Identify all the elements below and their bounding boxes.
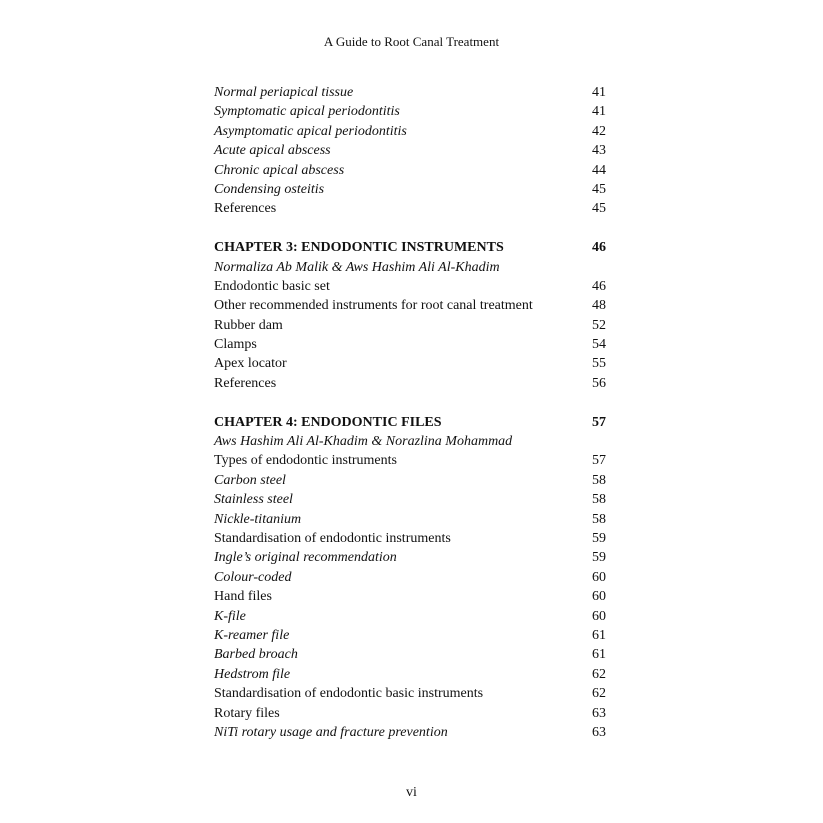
toc-entry-page: 56 xyxy=(592,375,606,391)
toc-entry xyxy=(214,374,606,393)
toc-entry-page: 46 xyxy=(592,278,606,294)
toc-entry-title: References xyxy=(214,375,277,391)
toc-entry-title: Acute apical abscess xyxy=(214,143,331,159)
toc-entry-page: 44 xyxy=(592,162,606,178)
toc-entry-title: Apex locator xyxy=(214,356,287,372)
toc-entry-title: Hand files xyxy=(214,589,272,605)
toc-entry-title: Nickle-titanium xyxy=(214,511,302,527)
toc-entry-title: Chronic apical abscess xyxy=(214,162,345,178)
toc-entry-title: CHAPTER 4: ENDODONTIC FILES xyxy=(214,414,442,430)
toc-entry xyxy=(214,451,606,470)
section-spacer xyxy=(214,219,606,238)
toc-entry xyxy=(214,141,606,160)
chapter-heading xyxy=(214,238,606,257)
toc-entry xyxy=(214,626,606,645)
toc-entry-title: Ingle’s original recommendation xyxy=(214,550,397,566)
toc-entry-title: Endodontic basic set xyxy=(214,278,330,294)
toc-entry-page: 52 xyxy=(592,317,606,333)
toc-entry xyxy=(214,471,606,490)
toc-entry-page: 58 xyxy=(592,472,606,488)
toc-entry-title: Other recommended instruments for root canal treatment xyxy=(214,298,533,314)
toc-entry xyxy=(214,684,606,703)
toc-entry xyxy=(214,568,606,587)
toc-entry-title: Types of endodontic instruments xyxy=(214,453,397,469)
toc-entry-title: Condensing osteitis xyxy=(214,181,325,197)
toc-entry-page: 60 xyxy=(592,589,606,605)
toc-entry-title: References xyxy=(214,201,277,217)
toc-entry-page: 48 xyxy=(592,298,606,314)
toc-entry xyxy=(214,587,606,606)
toc-entry-title: K-reamer file xyxy=(214,627,290,643)
page-number: vi xyxy=(406,785,417,800)
toc-entry-page: 55 xyxy=(592,356,606,372)
toc-entry-title: Rubber dam xyxy=(214,317,283,333)
running-head: A Guide to Root Canal Treatment xyxy=(323,34,500,49)
toc-entry-title: Standardisation of endodontic instruments xyxy=(214,530,451,546)
toc-entry xyxy=(214,161,606,180)
toc-entry xyxy=(214,277,606,296)
toc-entry-page: 62 xyxy=(592,686,606,702)
section-spacer xyxy=(214,393,606,412)
toc-entry xyxy=(214,529,606,548)
toc-entry-title: CHAPTER 3: ENDODONTIC INSTRUMENTS xyxy=(214,240,504,256)
toc-entry-page: 57 xyxy=(592,414,606,430)
toc-entry-title: Rotary files xyxy=(214,705,280,721)
table-of-contents xyxy=(214,83,606,742)
toc-entry-page: 41 xyxy=(592,104,606,120)
toc-entry-page: 61 xyxy=(592,627,606,643)
toc-entry-title: Carbon steel xyxy=(214,472,286,488)
toc-entry-page: 46 xyxy=(592,240,606,256)
toc-entry-title: Normal periapical tissue xyxy=(214,85,354,100)
toc-entry xyxy=(214,354,606,373)
toc-entry-title: Barbed broach xyxy=(214,647,298,663)
toc-entry xyxy=(214,704,606,723)
toc-entry xyxy=(214,316,606,335)
toc-entry-page: 58 xyxy=(592,511,606,527)
toc-entry-page: 45 xyxy=(592,201,606,217)
toc-entry xyxy=(214,645,606,664)
toc-entry-page: 63 xyxy=(592,705,606,721)
chapter-authors xyxy=(214,258,606,277)
toc-entry xyxy=(214,665,606,684)
toc-entry xyxy=(214,180,606,199)
toc-entry xyxy=(214,335,606,354)
toc-entry xyxy=(214,510,606,529)
chapter-authors xyxy=(214,432,606,451)
toc-entry-title: Standardisation of endodontic basic instruments xyxy=(214,686,484,702)
toc-entry-page: 59 xyxy=(592,530,606,546)
toc-entry-title: NiTi rotary usage and fracture prevention xyxy=(214,724,448,740)
toc-entry xyxy=(214,199,606,218)
toc-entry-page: 62 xyxy=(592,666,606,682)
toc-entry xyxy=(214,490,606,509)
toc-entry-title: Colour-coded xyxy=(214,569,292,585)
toc-entry-title: Asymptomatic apical periodontitis xyxy=(214,123,407,139)
toc-entry-page: 41 xyxy=(592,85,606,100)
toc-entry-title: Stainless steel xyxy=(214,492,293,508)
toc-entry-page: 58 xyxy=(592,492,606,508)
toc-entry-page: 61 xyxy=(592,647,606,663)
toc-entry xyxy=(214,607,606,626)
toc-entry xyxy=(214,83,606,102)
toc-entry-title: Aws Hashim Ali Al-Khadim & Norazlina Mohammad xyxy=(214,434,513,450)
toc-entry xyxy=(214,102,606,121)
toc-entry-title: K-file xyxy=(214,608,246,624)
toc-entry-page: 63 xyxy=(592,724,606,740)
toc-entry xyxy=(214,723,606,742)
toc-entry-page: 57 xyxy=(592,453,606,469)
toc-entry-page: 60 xyxy=(592,608,606,624)
toc-entry-page: 60 xyxy=(592,569,606,585)
toc-entry-page: 45 xyxy=(592,181,606,197)
toc-entry xyxy=(214,296,606,315)
toc-entry xyxy=(214,122,606,141)
toc-entry-page: 54 xyxy=(592,337,606,353)
toc-entry-page: 42 xyxy=(592,123,606,139)
toc-entry xyxy=(214,548,606,567)
toc-entry-title: Hedstrom file xyxy=(214,666,291,682)
toc-entry-title: Clamps xyxy=(214,337,257,353)
toc-entry-title: Symptomatic apical periodontitis xyxy=(214,104,400,120)
toc-entry-page: 59 xyxy=(592,550,606,566)
toc-entry-page: 43 xyxy=(592,143,606,159)
toc-entry-title: Normaliza Ab Malik & Aws Hashim Ali Al-Khadim xyxy=(214,259,500,275)
chapter-heading xyxy=(214,413,606,432)
